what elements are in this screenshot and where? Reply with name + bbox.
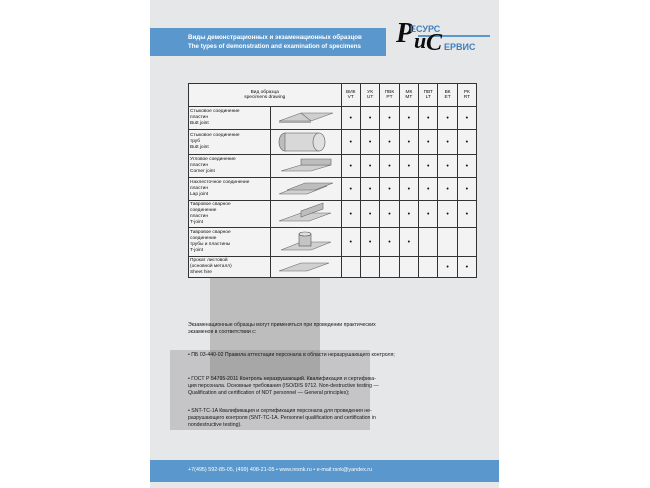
specimen-name-line: Sheet hire [190,270,212,275]
specimen-name-line: труб [190,139,201,144]
method-mark [419,228,438,257]
table-row [189,178,477,201]
method-mark [380,257,399,278]
method-mark: • [341,201,360,228]
intro-line: экзаменов в соответствии с: [188,328,257,335]
bullet-line: • SNT-TC-1A Квалификация и сертификация персонала для проведения не- [188,408,372,414]
table-row [189,257,477,278]
specimen-name-line: пластин [190,186,208,191]
method-ru: ПВК [384,90,395,95]
specimen-name-line: T-joint [190,220,204,225]
specimen-name-line: пластин [190,214,208,219]
footer-contacts: +7(495) 592-85-05, (499) 408-21-05 • www.resnk.ru • e-mail:rsnk@yandex.ru [188,467,373,473]
method-en: ET [444,95,451,100]
method-mark: • [457,107,476,130]
intro-line: Экзаменационные образцы могут применяться при проведении практических [188,322,376,328]
specimen-name-line: соединение [190,236,217,241]
logo-letter-r: Р [396,18,414,49]
bullet-line: разрушающего контроля (SNT-TC-1A. Personnel qualification and certification in [188,414,376,421]
specimen-name-line: Тавровое сварное [190,230,231,235]
specimen-name-line: Butt joint [190,121,209,126]
method-header-lt [419,84,438,107]
specimen-name-line: Прокат листовой [190,258,228,263]
method-mark: • [380,155,399,178]
specimen-name-line: пластин [190,115,208,120]
specimen-column-header [189,84,342,107]
table-row [189,228,477,257]
specimen-name-line: трубы и пластины [190,242,231,247]
method-mark: • [360,130,379,155]
method-mark: • [457,130,476,155]
method-ru: РК [463,90,470,95]
method-header-rt [457,84,476,107]
header-title-en: The types of demonstration and examination of specimens [188,43,361,50]
method-mark: • [380,130,399,155]
method-mark: • [438,257,457,278]
method-mark: • [399,130,418,155]
bullet-line: • ГОСТ Р 54795-2011 Контроль неразрушающий. Квалификация и сертифика- [188,376,376,382]
method-ru: ВК [444,90,451,95]
bullet-line: ция персонала. Основные требования (ISO/DIS 9712. Non-destructive testing — [188,382,379,389]
method-header-ut [360,84,379,107]
specimen-name [189,178,271,201]
specimen-name-line: T-joint [190,248,204,253]
method-mark [419,257,438,278]
specimen-name-line: Угловое соединение [190,157,236,162]
method-mark: • [380,178,399,201]
method-mark: • [419,155,438,178]
method-mark: • [419,201,438,228]
specimen-name-line: (основной металл) [190,264,232,269]
specimen-name [189,201,271,228]
table-row [189,201,477,228]
logo-word-resurs: ЕСУРС [410,24,441,34]
method-mark: • [341,130,360,155]
method-mark: • [341,107,360,130]
method-mark: • [438,201,457,228]
col-header-en: specimens drawing [244,95,286,100]
specimen-name-line: Butt joint [190,145,209,150]
method-mark: • [360,178,379,201]
method-mark: • [399,155,418,178]
specimens-table [188,83,477,278]
specimen-name-line: соединение [190,208,217,213]
bullet-snt [188,408,478,428]
bullet-line: • ПБ 03-440-02 Правила аттестации персонала в области неразрушающего контроля; [188,352,395,358]
specimen-drawing [270,155,341,178]
method-mark [438,228,457,257]
method-mark: • [341,178,360,201]
method-mark: • [380,228,399,257]
method-en: RT [463,95,470,100]
method-header-et [438,84,457,107]
method-mark: • [457,178,476,201]
method-mark: • [419,107,438,130]
specimen-drawing [270,130,341,155]
method-en: MT [405,95,413,100]
brochure-page [150,0,499,488]
specimen-name [189,130,271,155]
method-mark: • [399,178,418,201]
specimen-name-line: Нахлесточное соединение [190,180,250,185]
method-mark: • [341,155,360,178]
specimen-drawing [270,178,341,201]
specimen-drawing [270,107,341,130]
method-mark [457,228,476,257]
method-ru: МК [405,90,413,95]
col-header-ru: Вид образца [250,90,279,95]
table-row [189,107,477,130]
specimen-name-line: Стыковое соединение [190,109,240,114]
method-en: LT [425,95,431,100]
bullet-pb [188,352,478,359]
method-header-mt [399,84,418,107]
method-header-vt [341,84,360,107]
header-title-ru: Виды демонстрационных и экзаменационных образцов [188,34,362,41]
logo-word-servis: ЕРВИС [444,42,476,52]
method-mark: • [360,155,379,178]
specimen-drawing [270,257,341,278]
specimen-drawing [270,201,341,228]
method-mark: • [360,228,379,257]
method-mark: • [438,107,457,130]
method-mark: • [457,201,476,228]
logo-letter-s: С [426,30,443,56]
method-mark: • [380,107,399,130]
company-logo [394,18,494,58]
method-mark [341,257,360,278]
specimen-name-line: Corner joint [190,169,215,174]
logo-letter-i: и [414,28,427,53]
method-ru: УК [367,90,374,95]
specimen-name-line: Тавровое сварное [190,202,231,207]
method-mark: • [360,107,379,130]
method-mark: • [457,155,476,178]
method-mark: • [341,228,360,257]
method-ru: ВИК [346,90,356,95]
bullet-line: nondestructive testing). [188,421,242,428]
specimen-name-line: пластин [190,163,208,168]
method-en: VT [347,95,354,100]
header-band [150,28,386,56]
specimen-name [189,107,271,130]
method-mark [399,257,418,278]
specimen-drawing [270,228,341,257]
bullet-line: Qualification and certification of NDT personnel — General principles); [188,389,350,396]
method-mark: • [419,178,438,201]
method-mark: • [399,107,418,130]
specimen-name [189,257,271,278]
method-mark: • [457,257,476,278]
specimen-name [189,155,271,178]
footer-band [150,460,499,482]
method-mark: • [438,130,457,155]
method-mark: • [399,228,418,257]
method-ru: ПВТ [423,90,433,95]
method-en: PT [386,95,393,100]
table-row [189,130,477,155]
table-header-row [189,84,477,107]
bullet-gost [188,376,478,396]
method-en: UT [366,95,374,100]
method-mark: • [438,178,457,201]
method-mark: • [419,130,438,155]
specimen-name [189,228,271,257]
method-header-pt [380,84,399,107]
specimen-name-line: Стыковое соединение [190,133,240,138]
specimen-name-line: Lap joint [190,192,209,197]
table-row [189,155,477,178]
method-mark: • [399,201,418,228]
method-mark: • [438,155,457,178]
method-mark [360,257,379,278]
method-mark: • [360,201,379,228]
intro-paragraph [188,322,478,336]
method-mark: • [380,201,399,228]
